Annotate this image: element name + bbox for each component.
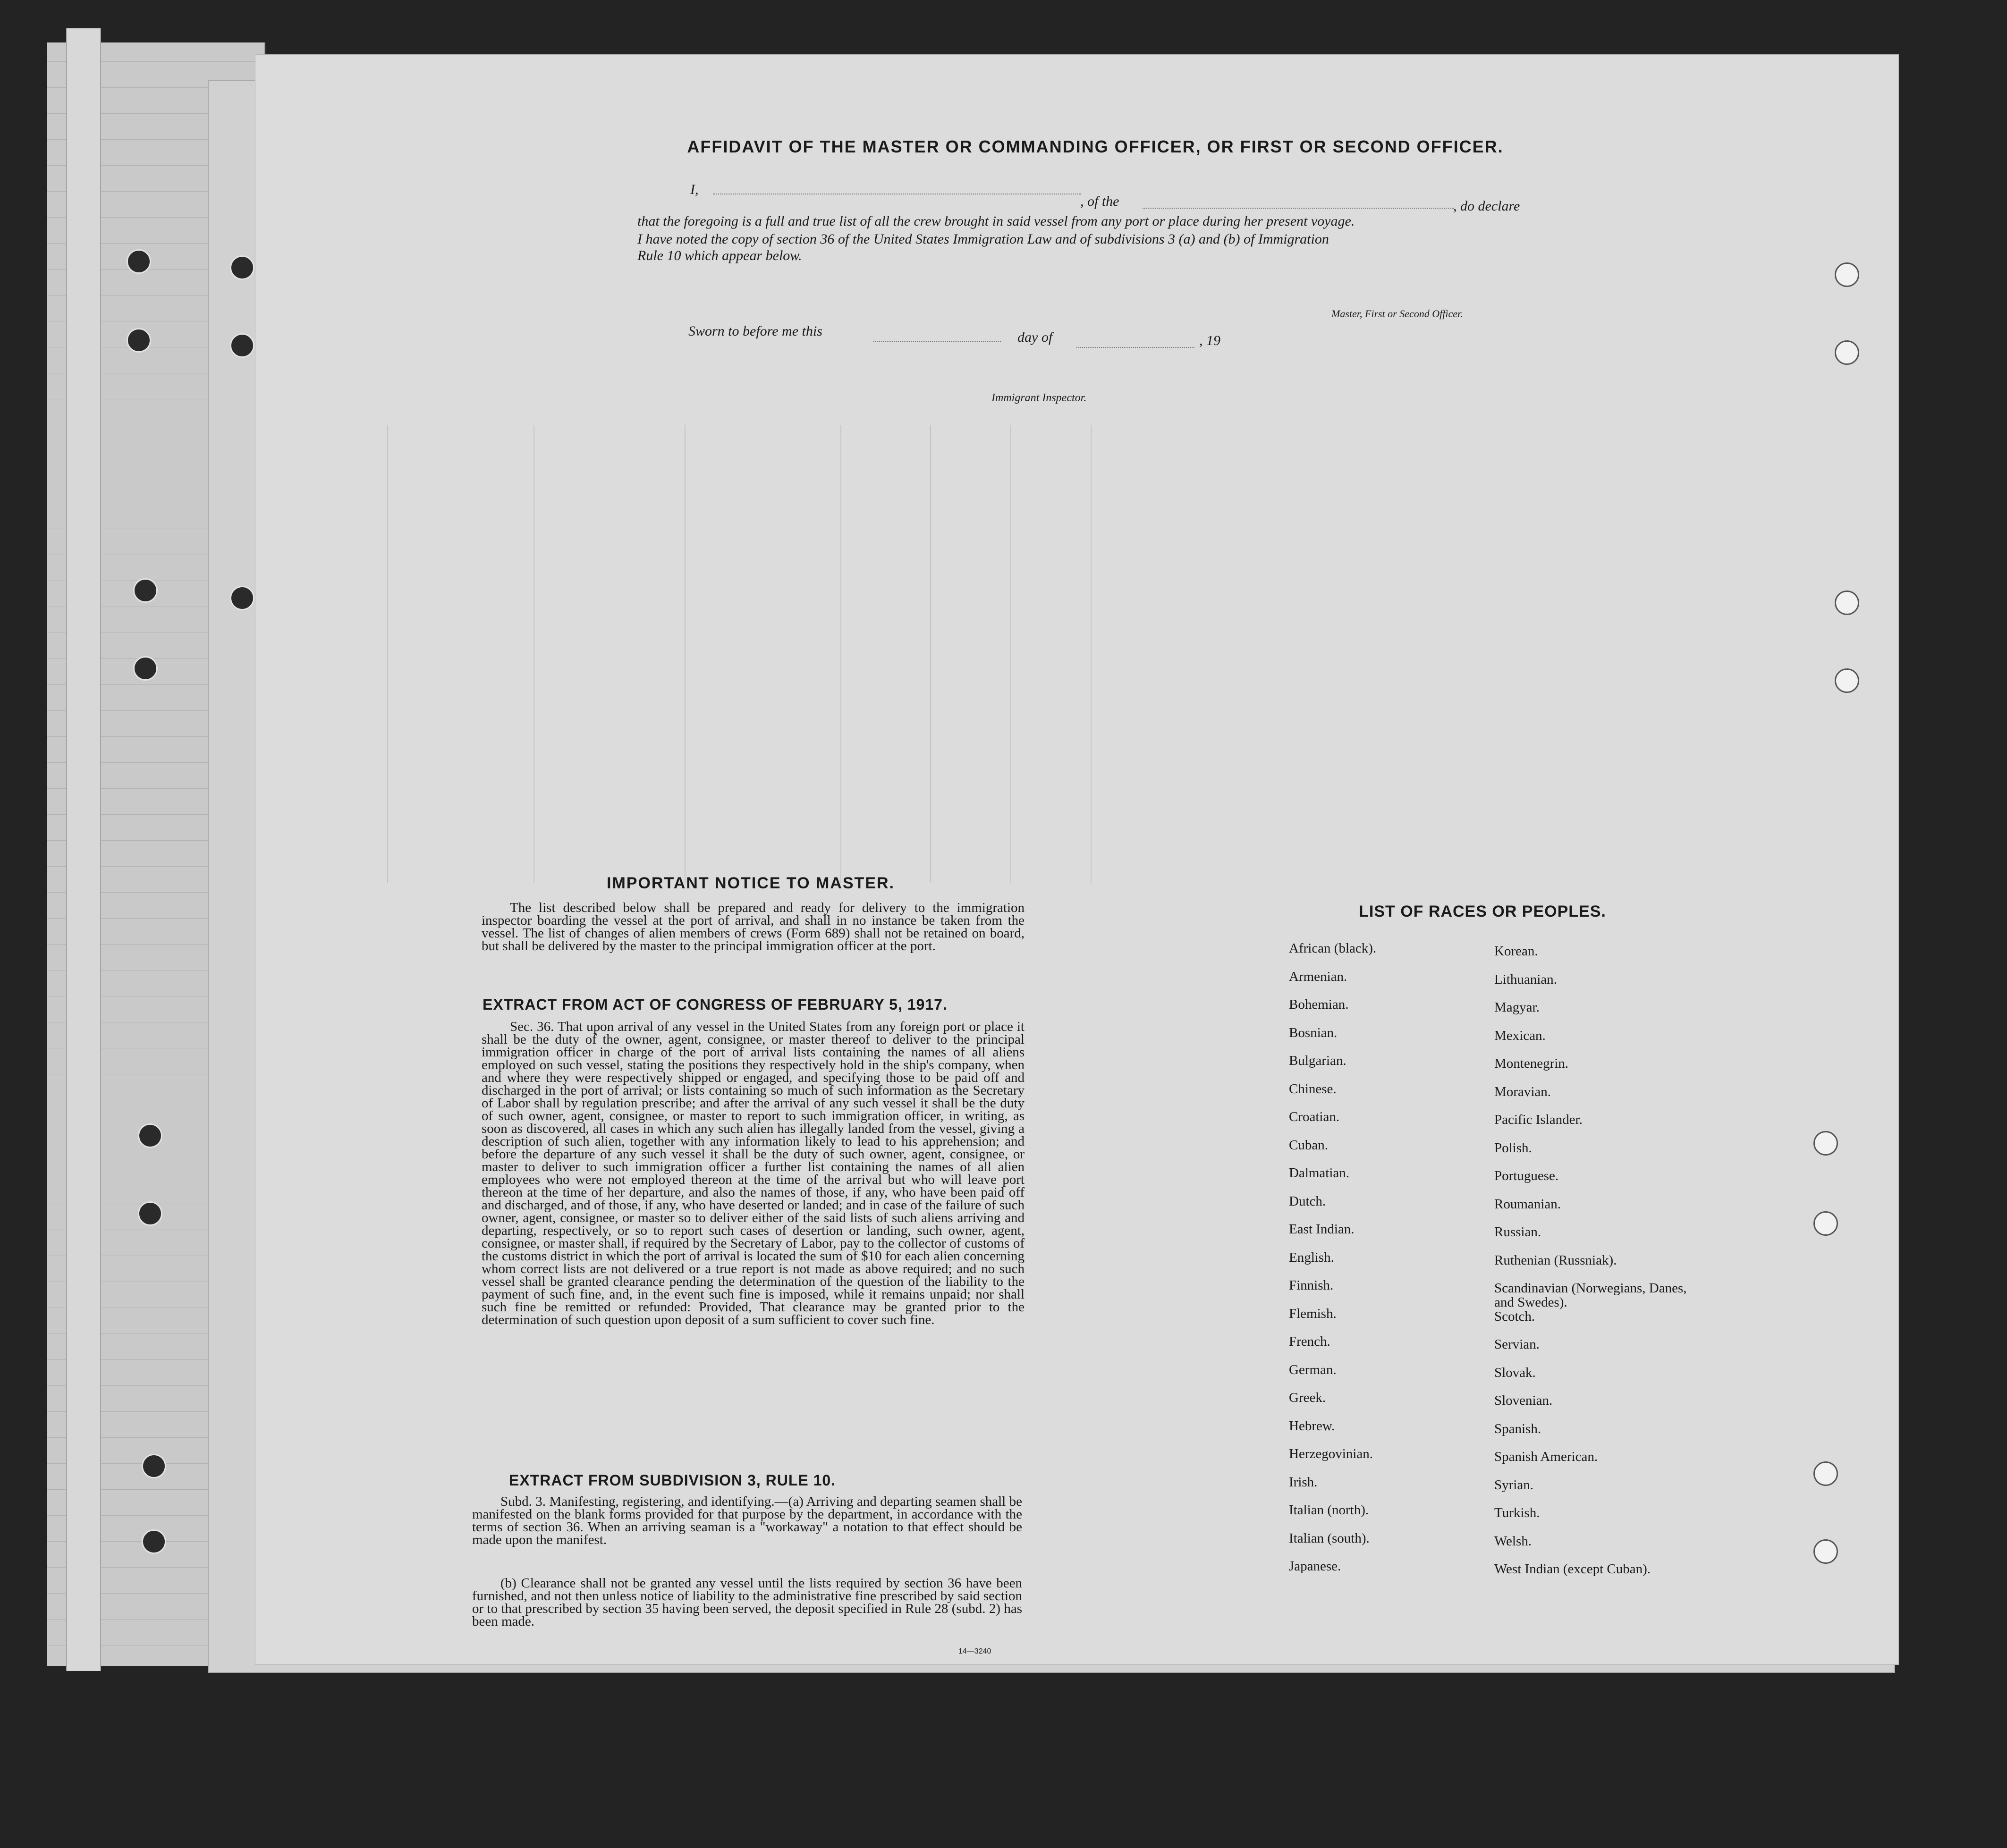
race-item: African (black). — [1289, 941, 1377, 956]
race-item: Magyar. — [1494, 1000, 1540, 1015]
race-item: Portuguese. — [1494, 1168, 1559, 1183]
race-item: Servian. — [1494, 1337, 1540, 1352]
year-prefix-label: , 19 — [1199, 333, 1220, 348]
affidavit-line-3: I have noted the copy of section 36 of the United States Immigration Law and of subdivisions 3 (a) and (b) of Immigration — [637, 231, 1329, 247]
affiant-label: I, — [690, 182, 699, 197]
affidavit-title: AFFIDAVIT OF THE MASTER OR COMMANDING OFFICER, OR FIRST OR SECOND OFFICER. — [687, 137, 1504, 156]
race-item: Scotch. — [1494, 1308, 1535, 1324]
race-item: Polish. — [1494, 1140, 1532, 1156]
race-item: Italian (north). — [1289, 1502, 1369, 1518]
race-item: Lithuanian. — [1494, 971, 1557, 987]
race-item: Dutch. — [1289, 1193, 1326, 1209]
binder-hole-icon — [133, 656, 158, 681]
race-item: East Indian. — [1289, 1222, 1355, 1237]
subdivision-extract-heading: EXTRACT FROM SUBDIVISION 3, RULE 10. — [509, 1472, 836, 1489]
ledger-column-rule — [387, 425, 388, 883]
race-item: Korean. — [1494, 944, 1538, 959]
race-item: Slovak. — [1494, 1365, 1536, 1380]
form-number: 14—3240 — [958, 1647, 991, 1655]
race-item: Spanish. — [1494, 1421, 1541, 1436]
race-item: Roumanian. — [1494, 1196, 1561, 1212]
vessel-name-line — [1143, 208, 1454, 209]
race-item: Italian (south). — [1289, 1530, 1370, 1546]
binder-hole-icon — [133, 578, 158, 603]
binder-hole-icon — [1835, 591, 1859, 615]
race-item: Bulgarian. — [1289, 1053, 1346, 1068]
race-item: Flemish. — [1289, 1306, 1337, 1321]
binder-hole-icon — [1835, 668, 1859, 693]
ledger-column-rule — [685, 425, 686, 883]
race-item: Bohemian. — [1289, 997, 1349, 1012]
binder-hole-icon — [142, 1454, 166, 1478]
binder-hole-icon — [1835, 340, 1859, 365]
binder-hole-icon — [138, 1201, 162, 1226]
notice-paragraph: The list described below shall be prepared and ready for delivery to the immigration inspector boarding the vessel at the port of arrival, and shall in no instance be taken from the vessel. The list of changes of alien members of crews (Form 689) shall not be retained on board, but shall be delivered by the master to the principal immigration officer at the port. — [482, 900, 1025, 954]
ledger-column-rule — [930, 425, 931, 883]
subdivision-paragraph-a: Subd. 3. Manifesting, registering, and identifying.—(a) Arriving and departing seamen shall be manifested on the blank forms provided for that purpose by the department, in accordance with the terms of section 36. When an arriving seaman is a "workaway" a notation to that effect should be made upon the manifest. — [472, 1494, 1022, 1547]
master-signature-caption: Master, First or Second Officer. — [1331, 308, 1463, 320]
race-item: Welsh. — [1494, 1533, 1532, 1549]
race-item: Hebrew. — [1289, 1418, 1335, 1434]
races-right-column — [1494, 944, 1693, 1590]
affidavit-line-2: that the foregoing is a full and true list of all the crew brought in said vessel from any port or place during her present voyage. — [637, 213, 1355, 229]
act-extract-paragraph: Sec. 36. That upon arrival of any vessel in the United States from any foreign port or place it shall be the duty of the owner, agent, consignee, or master thereof to deliver to the principal immigration officer in charge of the port of arrival lists containing the names of all aliens employed on such vessel, stating the positions they respectively hold in the ship's company, when and where they were respectively shipped or engaged, and specifying those to be paid off and discharged in the port of arrival; or lists containing so much of such information as the Secretary of Labor shall by regulation prescribe; and after the arrival of any such vessel it shall be the duty of such owner, agent, consignee, or master to report to such immigration officer, in writing, as soon as discovered, all cases in which any such alien has illegally landed from the vessel, giving a description of such alien, together with any information likely to lead to his apprehension; and before the departure of any such vessel it shall be the duty of such owner, agent, consignee, or master to deliver to such immigration officer a further list containing the names of all alien employees who were not employed thereon at the time of the arrival but who will leave port thereon at the time of her departure, and also the names of those, if any, who have been paid off and discharged, and of those, if any, who have deserted or landed; and in case of the failure of such owner, agent, consignee, or master so to deliver either of the said lists of such aliens arriving and departing, respectively, or so to report such cases of desertion or landing, such owner, agent, consignee, or master shall, if required by the Secretary of Labor, pay to the collector of customs of the customs district in which the port of arrival is located the sum of $10 for each alien concerning whom correct lists are not delivered or a true report is not made as above required; and no such vessel shall be granted clearance pending the determination of the question of the liability to the payment of such fine, and, in the event such fine is imposed, while it remains unpaid; nor shall such fine be remitted or refunded: Provided, That clearance may be granted prior to the determination of such question upon deposit of a sum sufficient to cover such fine. — [482, 1019, 1025, 1327]
vessel-of-the-label: , of the — [1080, 194, 1119, 209]
binder-hole-icon — [230, 586, 254, 610]
do-declare-label: , do declare — [1453, 198, 1520, 214]
race-item: West Indian (except Cuban). — [1494, 1561, 1651, 1577]
notice-title: IMPORTANT NOTICE TO MASTER. — [607, 874, 895, 892]
race-item: Irish. — [1289, 1474, 1318, 1490]
race-item: Scandinavian (Norwegians, Danes, and Swedes). — [1494, 1281, 1687, 1310]
race-item: Greek. — [1289, 1390, 1326, 1405]
ledger-column-rule — [840, 425, 841, 883]
race-item: German. — [1289, 1362, 1337, 1377]
race-item: Japanese. — [1289, 1559, 1341, 1574]
race-item: Bosnian. — [1289, 1025, 1338, 1040]
race-item: Turkish. — [1494, 1505, 1540, 1520]
race-item: Croatian. — [1289, 1109, 1340, 1124]
race-item: Moravian. — [1494, 1084, 1551, 1099]
race-item: Finnish. — [1289, 1278, 1334, 1293]
race-item: Spanish American. — [1494, 1449, 1598, 1464]
affidavit-line-4: Rule 10 which appear below. — [637, 248, 802, 263]
day-of-label: day of — [1017, 329, 1053, 345]
binder-hole-icon — [1813, 1211, 1838, 1236]
inspector-caption: Immigrant Inspector. — [991, 392, 1087, 404]
race-item: Pacific Islander. — [1494, 1112, 1583, 1127]
race-item: Slovenian. — [1494, 1393, 1553, 1408]
ledger-column-rule — [1010, 425, 1011, 883]
races-left-column — [1289, 941, 1376, 1587]
ledger-column-rule — [1091, 425, 1092, 883]
race-item: Mexican. — [1494, 1028, 1546, 1043]
race-item: Cuban. — [1289, 1137, 1328, 1153]
binder-hole-icon — [1813, 1131, 1838, 1156]
binder-hole-icon — [127, 249, 151, 274]
races-list-title: LIST OF RACES OR PEOPLES. — [1359, 903, 1606, 920]
binder-hole-icon — [1813, 1461, 1838, 1486]
race-item: Chinese. — [1289, 1081, 1337, 1097]
sworn-label: Sworn to before me this — [688, 323, 822, 339]
binder-hole-icon — [142, 1529, 166, 1554]
binder-hole-icon — [138, 1123, 162, 1148]
binding-edge-strip — [66, 28, 101, 1671]
race-item: Herzegovinian. — [1289, 1446, 1373, 1461]
subdivision-paragraph-b: (b) Clearance shall not be granted any vessel until the lists required by section 36 have been furnished, and not then unless notice of liability to the administrative fine prescribed by said section or to that prescribed by section 35 having been served, the deposit specified in Rule 28 (subd. 2) has been made. — [472, 1576, 1022, 1629]
race-item: French. — [1289, 1334, 1330, 1349]
act-extract-heading: EXTRACT FROM ACT OF CONGRESS OF FEBRUARY 5, 1917. — [483, 996, 948, 1013]
sworn-day-line — [873, 341, 1001, 342]
binder-hole-icon — [1813, 1539, 1838, 1564]
sworn-month-line — [1076, 347, 1194, 348]
race-item: Montenegrin. — [1494, 1056, 1569, 1071]
race-item: English. — [1289, 1249, 1334, 1265]
race-item: Russian. — [1494, 1224, 1541, 1240]
race-item: Ruthenian (Russniak). — [1494, 1252, 1617, 1268]
binder-hole-icon — [230, 255, 254, 280]
race-item: Syrian. — [1494, 1477, 1533, 1493]
race-item: Dalmatian. — [1289, 1165, 1350, 1181]
race-item: Armenian. — [1289, 969, 1347, 984]
binder-hole-icon — [127, 328, 151, 353]
binder-hole-icon — [230, 333, 254, 358]
binder-hole-icon — [1835, 262, 1859, 287]
